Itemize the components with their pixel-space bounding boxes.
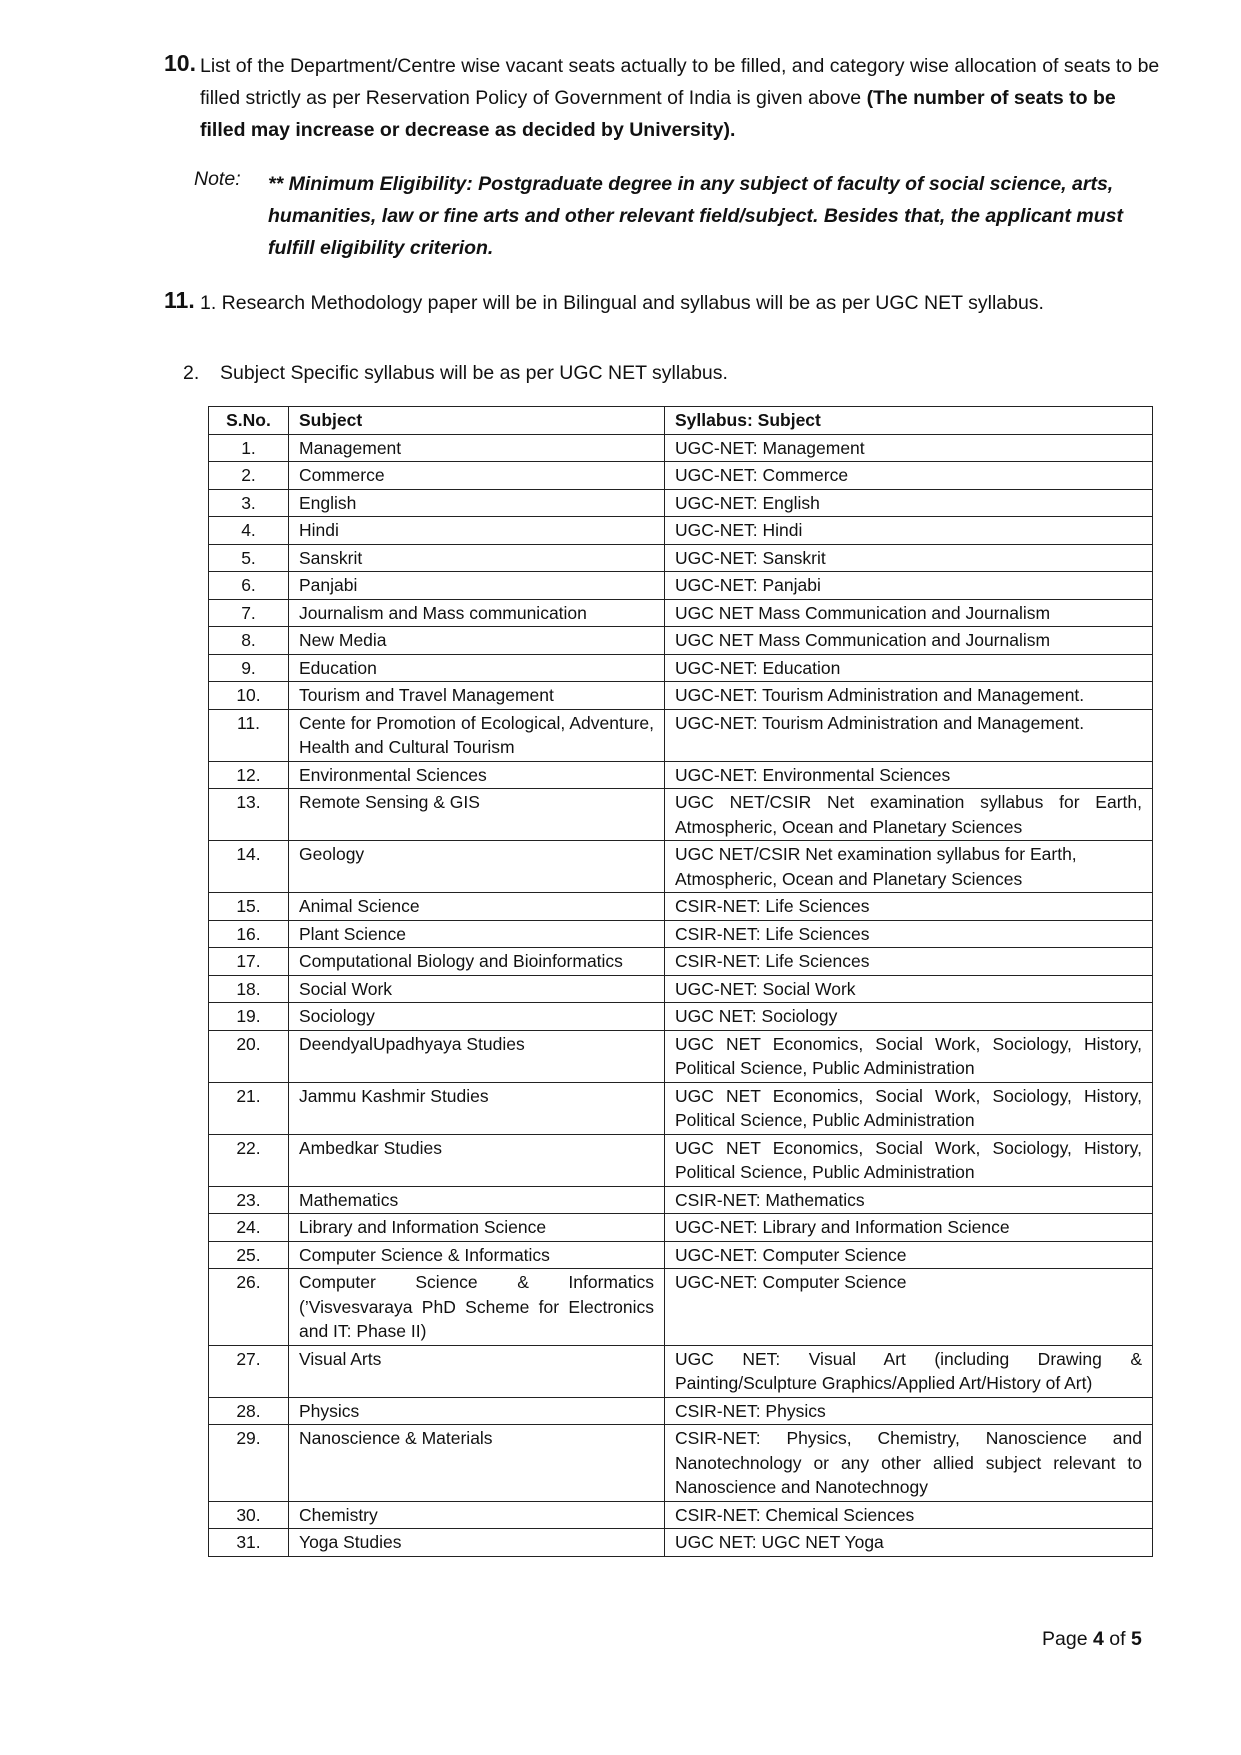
cell-syllabus: UGC-NET: Tourism Administration and Management. bbox=[665, 682, 1153, 710]
table-row bbox=[209, 1501, 1153, 1529]
table-row bbox=[209, 682, 1153, 710]
cell-subject: Mathematics bbox=[289, 1186, 665, 1214]
cell-sno: 10. bbox=[209, 682, 289, 710]
table-row bbox=[209, 627, 1153, 655]
cell-syllabus: UGC-NET: Computer Science bbox=[665, 1269, 1153, 1346]
cell-subject: Panjabi bbox=[289, 572, 665, 600]
cell-syllabus: UGC NET: UGC NET Yoga bbox=[665, 1529, 1153, 1557]
note-label: Note: bbox=[194, 168, 241, 190]
table-row bbox=[209, 1397, 1153, 1425]
cell-subject: Computer Science & Informatics (’Visvesvaraya PhD Scheme for Electronics and IT: Phase II) bbox=[289, 1269, 665, 1346]
section-10-bold-text: (The number of seats to be filled may increase or decrease as decided by University). bbox=[200, 87, 1116, 141]
cell-syllabus: UGC-NET: Education bbox=[665, 654, 1153, 682]
cell-subject: English bbox=[289, 489, 665, 517]
cell-syllabus: UGC-NET: Management bbox=[665, 434, 1153, 462]
table-row bbox=[209, 920, 1153, 948]
cell-subject: Social Work bbox=[289, 975, 665, 1003]
table-row bbox=[209, 789, 1153, 841]
table-row bbox=[209, 1214, 1153, 1242]
cell-syllabus: UGC NET Mass Communication and Journalism bbox=[665, 599, 1153, 627]
table-row bbox=[209, 654, 1153, 682]
page-word: Page bbox=[1042, 1628, 1093, 1650]
cell-subject: Visual Arts bbox=[289, 1345, 665, 1397]
of-word: of bbox=[1103, 1628, 1131, 1650]
cell-syllabus: UGC NET/CSIR Net examination syllabus for Earth, Atmospheric, Ocean and Planetary Sciences bbox=[665, 789, 1153, 841]
table-row bbox=[209, 761, 1153, 789]
cell-syllabus: UGC-NET: Hindi bbox=[665, 517, 1153, 545]
note-text: ** Minimum Eligibility: Postgraduate degree in any subject of faculty of social science, arts, humanities, law or fine arts and other relevant field/subject. Besides that, the applicant must fulfill eligibility criterion. bbox=[268, 173, 1123, 259]
cell-subject: Animal Science bbox=[289, 893, 665, 921]
current-page: 4 bbox=[1092, 1628, 1104, 1650]
cell-subject: DeendyalUpadhyaya Studies bbox=[289, 1030, 665, 1082]
cell-sno: 5. bbox=[209, 544, 289, 572]
table-body bbox=[209, 434, 1153, 1556]
table-row bbox=[209, 1529, 1153, 1557]
cell-sno: 2. bbox=[209, 462, 289, 490]
cell-subject: Management bbox=[289, 434, 665, 462]
cell-sno: 3. bbox=[209, 489, 289, 517]
cell-syllabus: UGC NET Economics, Social Work, Sociology, History, Political Science, Public Administration bbox=[665, 1082, 1153, 1134]
cell-subject: Physics bbox=[289, 1397, 665, 1425]
cell-sno: 9. bbox=[209, 654, 289, 682]
table-row bbox=[209, 599, 1153, 627]
cell-sno: 7. bbox=[209, 599, 289, 627]
cell-subject: Sociology bbox=[289, 1003, 665, 1031]
cell-syllabus: UGC NET/CSIR Net examination syllabus for Earth, Atmospheric, Ocean and Planetary Sciences bbox=[665, 841, 1153, 893]
cell-sno: 26. bbox=[209, 1269, 289, 1346]
section-10-number: 10. bbox=[164, 50, 196, 76]
cell-subject: Ambedkar Studies bbox=[289, 1134, 665, 1186]
cell-syllabus: UGC-NET: Environmental Sciences bbox=[665, 761, 1153, 789]
cell-sno: 6. bbox=[209, 572, 289, 600]
cell-sno: 15. bbox=[209, 893, 289, 921]
total-pages: 5 bbox=[1130, 1628, 1142, 1650]
cell-syllabus: UGC-NET: Library and Information Science bbox=[665, 1214, 1153, 1242]
cell-subject: Journalism and Mass communication bbox=[289, 599, 665, 627]
header-subject: Subject bbox=[289, 407, 665, 435]
cell-sno: 14. bbox=[209, 841, 289, 893]
cell-subject: Computational Biology and Bioinformatics bbox=[289, 948, 665, 976]
section-10-text: List of the Department/Centre wise vacant seats actually to be filled, and category wise allocation of seats to be filled strictly as per Reservation Policy of Government of India is given above bbox=[200, 55, 1160, 109]
cell-syllabus: CSIR-NET: Physics bbox=[665, 1397, 1153, 1425]
table-row bbox=[209, 1345, 1153, 1397]
cell-syllabus: UGC NET Economics, Social Work, Sociology, History, Political Science, Public Administration bbox=[665, 1134, 1153, 1186]
cell-subject: Plant Science bbox=[289, 920, 665, 948]
cell-syllabus: UGC-NET: Tourism Administration and Management. bbox=[665, 709, 1153, 761]
table-row bbox=[209, 572, 1153, 600]
cell-subject: Yoga Studies bbox=[289, 1529, 665, 1557]
table-row bbox=[209, 975, 1153, 1003]
cell-subject: Environmental Sciences bbox=[289, 761, 665, 789]
cell-subject: Cente for Promotion of Ecological, Adventure, Health and Cultural Tourism bbox=[289, 709, 665, 761]
cell-syllabus: CSIR-NET: Mathematics bbox=[665, 1186, 1153, 1214]
table-row bbox=[209, 1030, 1153, 1082]
cell-sno: 4. bbox=[209, 517, 289, 545]
section-11-item-2-number: 2. bbox=[183, 362, 200, 384]
cell-sno: 17. bbox=[209, 948, 289, 976]
cell-sno: 13. bbox=[209, 789, 289, 841]
cell-subject: Remote Sensing & GIS bbox=[289, 789, 665, 841]
section-10-paragraph bbox=[200, 50, 1160, 146]
cell-subject: Computer Science & Informatics bbox=[289, 1241, 665, 1269]
cell-sno: 27. bbox=[209, 1345, 289, 1397]
cell-syllabus: CSIR-NET: Physics, Chemistry, Nanoscience and Nanotechnology or any other allied subject relevant to Nanoscience and Nanotechnogy bbox=[665, 1425, 1153, 1502]
cell-syllabus: UGC-NET: Computer Science bbox=[665, 1241, 1153, 1269]
cell-subject: Library and Information Science bbox=[289, 1214, 665, 1242]
table-row bbox=[209, 1269, 1153, 1346]
cell-subject: Education bbox=[289, 654, 665, 682]
cell-sno: 29. bbox=[209, 1425, 289, 1502]
table-row bbox=[209, 1241, 1153, 1269]
cell-sno: 30. bbox=[209, 1501, 289, 1529]
cell-subject: Hindi bbox=[289, 517, 665, 545]
cell-syllabus: UGC-NET: Social Work bbox=[665, 975, 1153, 1003]
header-sno: S.No. bbox=[209, 407, 289, 435]
cell-sno: 20. bbox=[209, 1030, 289, 1082]
cell-subject: Chemistry bbox=[289, 1501, 665, 1529]
cell-sno: 21. bbox=[209, 1082, 289, 1134]
cell-sno: 28. bbox=[209, 1397, 289, 1425]
table-row bbox=[209, 544, 1153, 572]
cell-sno: 22. bbox=[209, 1134, 289, 1186]
cell-sno: 1. bbox=[209, 434, 289, 462]
table-row bbox=[209, 434, 1153, 462]
cell-syllabus: UGC NET: Visual Art (including Drawing & Painting/Sculpture Graphics/Applied Art/History of Art) bbox=[665, 1345, 1153, 1397]
cell-subject: Tourism and Travel Management bbox=[289, 682, 665, 710]
cell-syllabus: UGC NET Economics, Social Work, Sociology, History, Political Science, Public Administration bbox=[665, 1030, 1153, 1082]
table-row bbox=[209, 1003, 1153, 1031]
table-row bbox=[209, 489, 1153, 517]
table-row bbox=[209, 948, 1153, 976]
cell-sno: 12. bbox=[209, 761, 289, 789]
table-row bbox=[209, 841, 1153, 893]
section-11-item-1: 1. Research Methodology paper will be in Bilingual and syllabus will be as per UGC NET syllabus. bbox=[200, 292, 1044, 314]
cell-syllabus: CSIR-NET: Life Sciences bbox=[665, 920, 1153, 948]
section-11-number: 11. bbox=[164, 287, 195, 313]
cell-sno: 23. bbox=[209, 1186, 289, 1214]
cell-syllabus: CSIR-NET: Chemical Sciences bbox=[665, 1501, 1153, 1529]
cell-syllabus: UGC-NET: English bbox=[665, 489, 1153, 517]
table-row bbox=[209, 1134, 1153, 1186]
header-syllabus: Syllabus: Subject bbox=[665, 407, 1153, 435]
page-number bbox=[1042, 1628, 1142, 1651]
cell-syllabus: UGC NET Mass Communication and Journalism bbox=[665, 627, 1153, 655]
table-row bbox=[209, 709, 1153, 761]
cell-subject: Sanskrit bbox=[289, 544, 665, 572]
table-row bbox=[209, 1186, 1153, 1214]
cell-subject: Nanoscience & Materials bbox=[289, 1425, 665, 1502]
cell-sno: 16. bbox=[209, 920, 289, 948]
cell-syllabus: UGC-NET: Sanskrit bbox=[665, 544, 1153, 572]
cell-syllabus: UGC NET: Sociology bbox=[665, 1003, 1153, 1031]
table-row bbox=[209, 893, 1153, 921]
cell-syllabus: UGC-NET: Panjabi bbox=[665, 572, 1153, 600]
cell-subject: Geology bbox=[289, 841, 665, 893]
table-row bbox=[209, 462, 1153, 490]
table-row bbox=[209, 517, 1153, 545]
cell-sno: 8. bbox=[209, 627, 289, 655]
cell-subject: Jammu Kashmir Studies bbox=[289, 1082, 665, 1134]
cell-sno: 31. bbox=[209, 1529, 289, 1557]
cell-syllabus: UGC-NET: Commerce bbox=[665, 462, 1153, 490]
cell-sno: 24. bbox=[209, 1214, 289, 1242]
cell-sno: 11. bbox=[209, 709, 289, 761]
cell-syllabus: CSIR-NET: Life Sciences bbox=[665, 948, 1153, 976]
table-row bbox=[209, 1082, 1153, 1134]
table-header-row bbox=[209, 407, 1153, 435]
cell-sno: 18. bbox=[209, 975, 289, 1003]
cell-sno: 25. bbox=[209, 1241, 289, 1269]
cell-subject: Commerce bbox=[289, 462, 665, 490]
syllabus-table bbox=[208, 406, 1153, 1557]
cell-subject: New Media bbox=[289, 627, 665, 655]
section-11-item-2 bbox=[183, 357, 1143, 389]
table-row bbox=[209, 1425, 1153, 1502]
cell-syllabus: CSIR-NET: Life Sciences bbox=[665, 893, 1153, 921]
section-11-item-2-text: Subject Specific syllabus will be as per UGC NET syllabus. bbox=[220, 362, 728, 384]
cell-sno: 19. bbox=[209, 1003, 289, 1031]
